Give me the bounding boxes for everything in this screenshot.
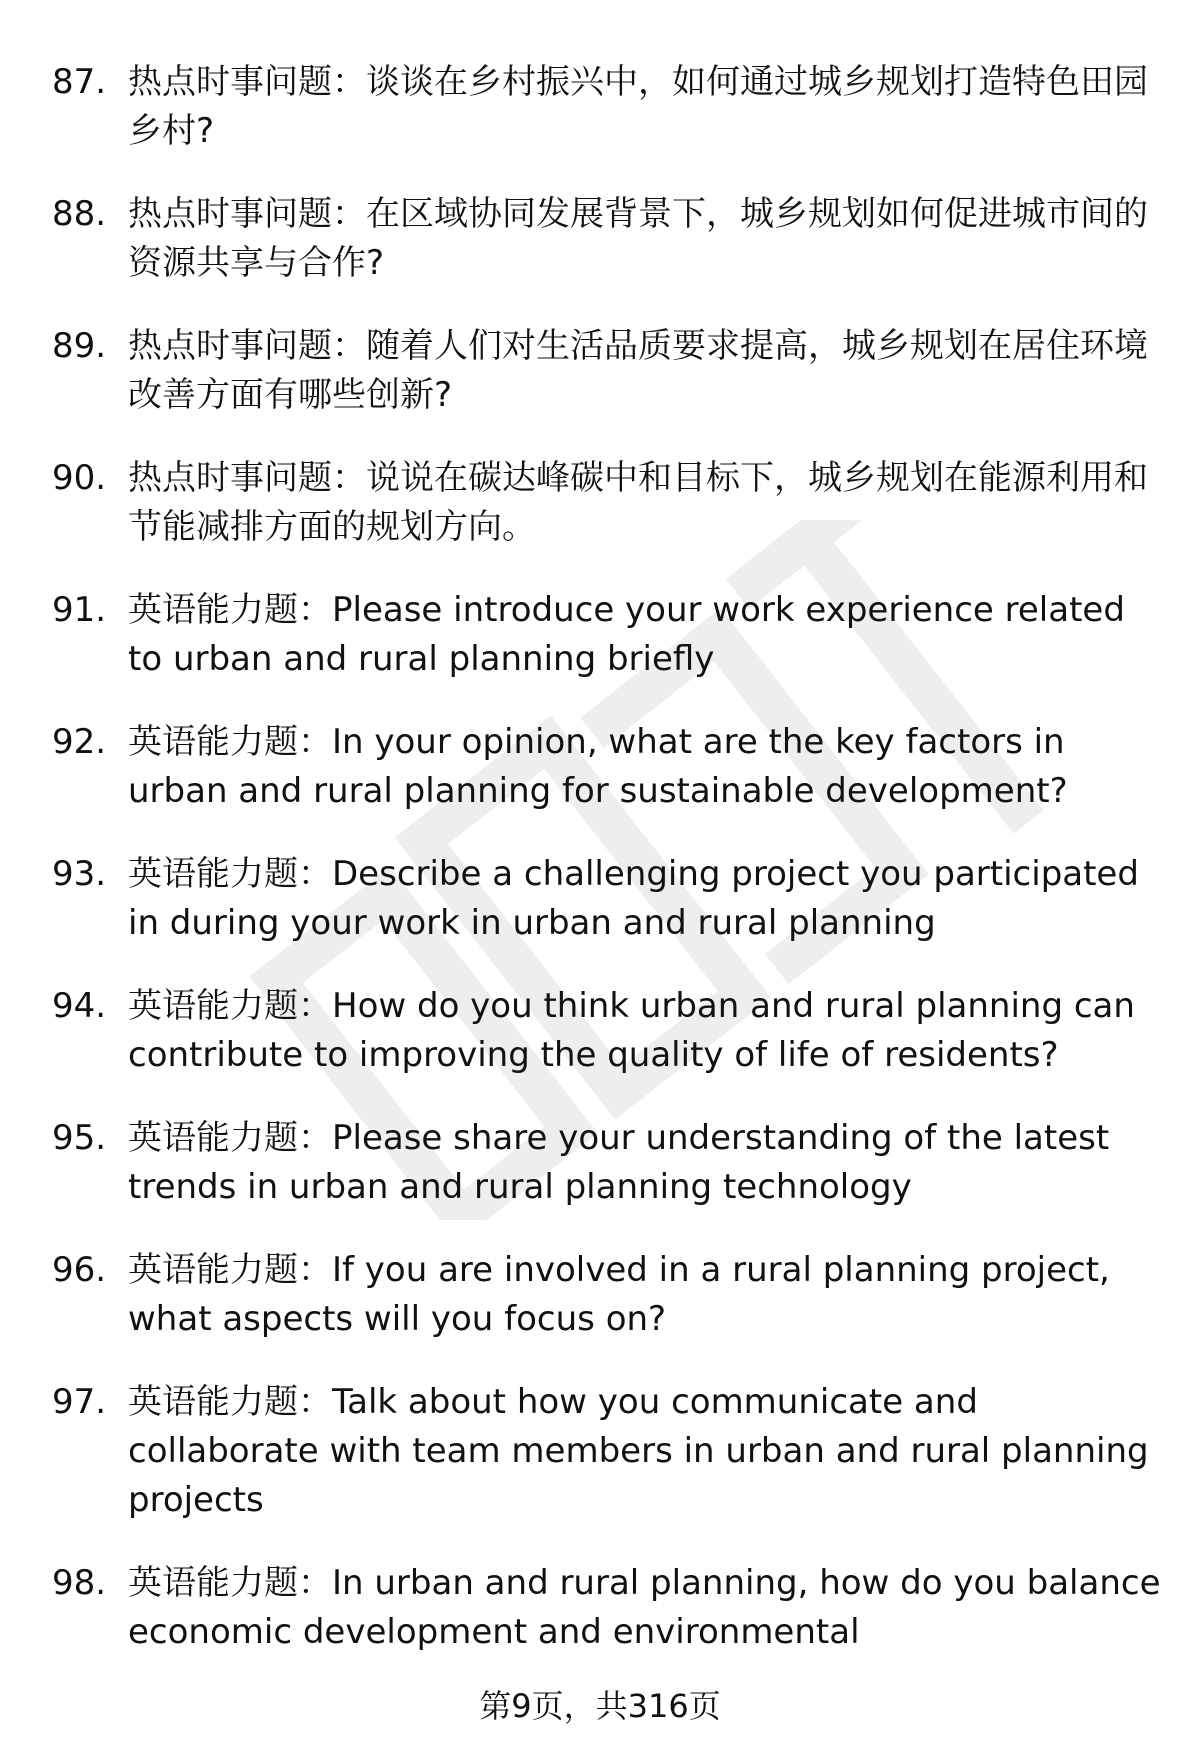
question-number: 92.	[52, 722, 107, 762]
question-number: 94.	[52, 986, 107, 1026]
question-category: 英语能力题：	[128, 1563, 332, 1603]
question-body	[128, 1378, 1162, 1525]
question-number: 91.	[52, 590, 107, 630]
question-body	[128, 982, 1162, 1080]
question-text: In your opinion, what are the key factors in urban and rural planning for sustainable development?	[128, 722, 1068, 811]
question-item	[52, 718, 1162, 816]
question-text: 随着人们对生活品质要求提高，城乡规划在居住环境改善方面有哪些创新?	[128, 326, 1148, 415]
question-number: 96.	[52, 1250, 107, 1290]
question-list	[52, 58, 1162, 1691]
question-body	[128, 1114, 1162, 1212]
question-item	[52, 454, 1162, 552]
question-body	[128, 1559, 1162, 1657]
question-number: 95.	[52, 1118, 107, 1158]
question-category: 英语能力题：	[128, 854, 332, 894]
question-text: How do you think urban and rural planning can contribute to improving the quality of life of residents?	[128, 986, 1135, 1075]
page-number-footer: 第9页，共316页	[479, 1687, 721, 1725]
question-item	[52, 1114, 1162, 1212]
question-category: 热点时事问题：	[128, 326, 366, 366]
question-category: 英语能力题：	[128, 722, 332, 762]
question-category: 英语能力题：	[128, 590, 332, 630]
question-item	[52, 586, 1162, 684]
question-text: Talk about how you communicate and collaborate with team members in urban and rural planning projects	[128, 1382, 1149, 1520]
question-category: 热点时事问题：	[128, 458, 366, 498]
question-text: Please share your understanding of the latest trends in urban and rural planning technology	[128, 1118, 1110, 1207]
question-item	[52, 982, 1162, 1080]
question-item	[52, 58, 1162, 156]
question-text: Please introduce your work experience related to urban and rural planning briefly	[128, 590, 1125, 679]
question-body	[128, 58, 1162, 156]
question-category: 英语能力题：	[128, 1250, 332, 1290]
question-item	[52, 1246, 1162, 1344]
question-category: 英语能力题：	[128, 986, 332, 1026]
question-body	[128, 718, 1162, 816]
question-text: In urban and rural planning, how do you balance economic development and environmental	[128, 1563, 1161, 1652]
question-item	[52, 1559, 1162, 1657]
question-body	[128, 322, 1162, 420]
question-text: 说说在碳达峰碳中和目标下，城乡规划在能源利用和节能减排方面的规划方向。	[128, 458, 1148, 547]
question-body	[128, 454, 1162, 552]
question-item	[52, 190, 1162, 288]
question-number: 98.	[52, 1563, 107, 1603]
question-item	[52, 1378, 1162, 1525]
question-number: 93.	[52, 854, 107, 894]
question-category: 热点时事问题：	[128, 194, 366, 234]
question-number: 90.	[52, 458, 107, 498]
question-text: 在区域协同发展背景下，城乡规划如何促进城市间的资源共享与合作?	[128, 194, 1148, 283]
question-number: 87.	[52, 62, 107, 102]
question-body	[128, 1246, 1162, 1344]
question-text: Describe a challenging project you participated in during your work in urban and rural planning	[128, 854, 1139, 943]
question-body	[128, 850, 1162, 948]
question-number: 88.	[52, 194, 107, 234]
question-item	[52, 850, 1162, 948]
question-text: 谈谈在乡村振兴中，如何通过城乡规划打造特色田园乡村?	[128, 62, 1148, 151]
question-item	[52, 322, 1162, 420]
question-body	[128, 586, 1162, 684]
question-body	[128, 190, 1162, 288]
question-number: 89.	[52, 326, 107, 366]
question-text: If you are involved in a rural planning project, what aspects will you focus on?	[128, 1250, 1110, 1339]
question-number: 97.	[52, 1382, 107, 1422]
question-category: 英语能力题：	[128, 1382, 332, 1422]
question-category: 热点时事问题：	[128, 62, 366, 102]
question-category: 英语能力题：	[128, 1118, 332, 1158]
